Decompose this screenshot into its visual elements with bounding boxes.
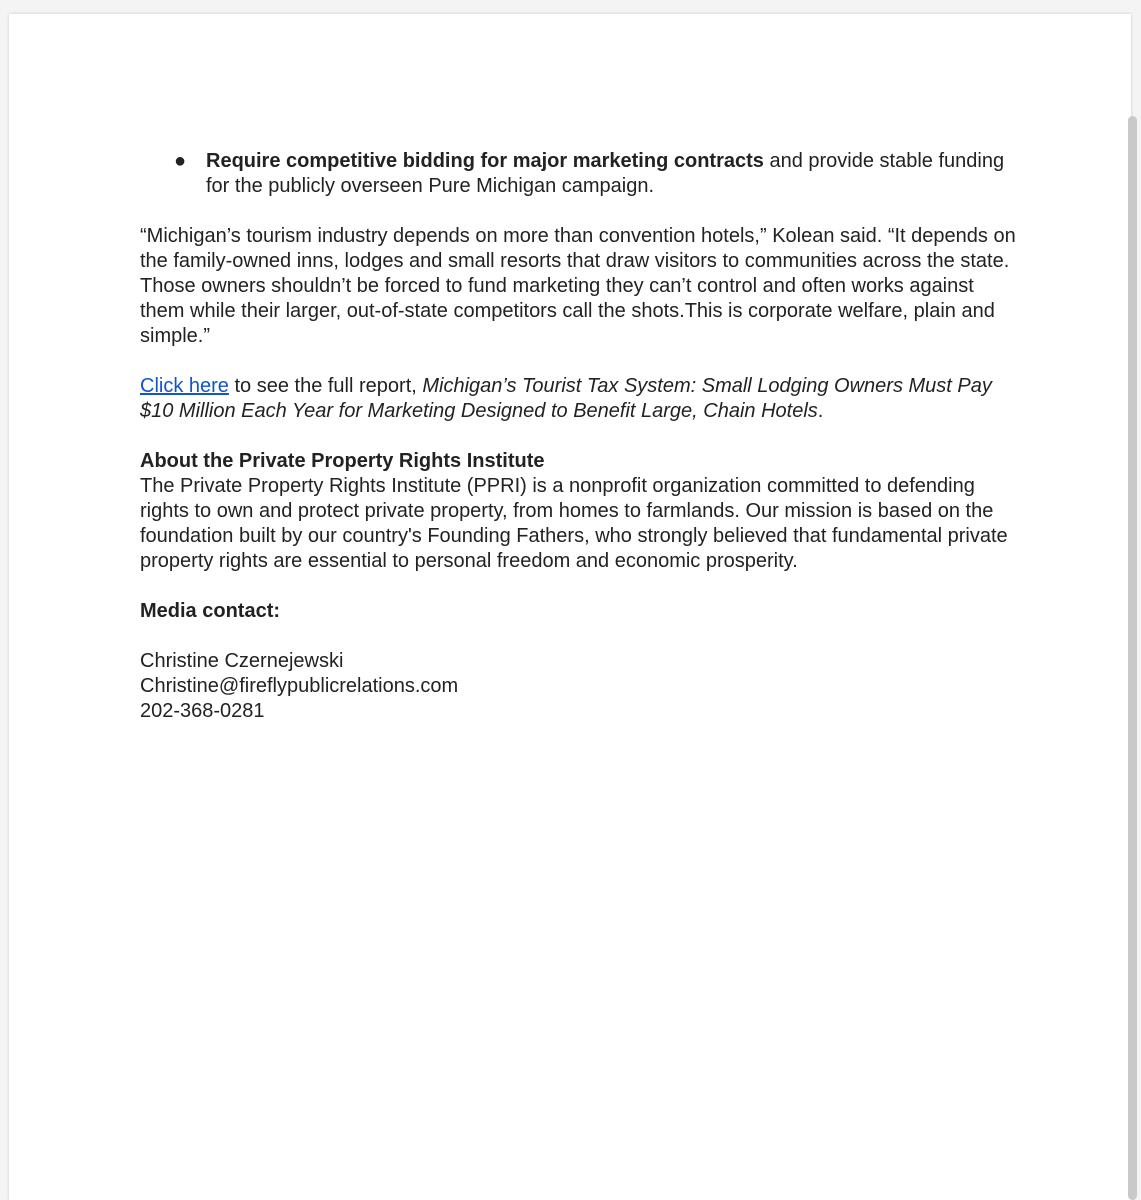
report-link[interactable]: Click here <box>140 375 229 397</box>
about-body: The Private Property Rights Institute (PPRI) is a nonprofit organization committed to defending rights to own and protect private property, from homes to farmlands. Our mission is based on the foundation built by our country's Founding Fathers, who strongly believed that fundamental private property rights are essential to personal freedom and economic prosperity. <box>140 475 1008 572</box>
vertical-scrollbar[interactable] <box>1125 0 1141 1200</box>
report-paragraph <box>140 374 1020 424</box>
about-heading: About the Private Property Rights Institute <box>140 450 545 472</box>
contact-name: Christine Czernejewski <box>140 650 344 672</box>
report-middle-text: to see the full report, <box>228 375 423 397</box>
paragraph-gap <box>140 624 1020 649</box>
report-end: . <box>817 400 824 422</box>
contact-email: Christine@fireflypublicrelations.com <box>140 675 459 697</box>
bullet-item <box>140 149 1020 199</box>
bullet-bold-text: Require competitive bidding for major marketing contracts <box>206 150 764 172</box>
paragraph-gap <box>140 574 1020 599</box>
paragraph-gap <box>140 349 1020 374</box>
bullet-marker: ● <box>173 150 187 172</box>
paragraph-gap <box>140 424 1020 449</box>
report-title: Michigan’s Tourist Tax System: Small Lodging Owners Must Pay $10 Million Each Year for Marketing Designed to Benefit Large, Chain Hotels <box>140 375 992 422</box>
media-contact-heading: Media contact: <box>140 600 281 622</box>
bullet-list <box>140 149 1020 199</box>
bullet-rest-text: and provide stable funding for the publicly overseen Pure Michigan campaign. <box>206 150 1005 197</box>
quote-paragraph: “Michigan’s tourism industry depends on more than convention hotels,” Kolean said. “It depends on the family-owned inns, lodges and small resorts that draw visitors to communities across the state. Those owners shouldn’t be forced to fund marketing they can’t control and often works against them while their larger, out-of-state competitors call the shots.This is corporate welfare, plain and simple.” <box>140 225 1016 347</box>
document-page <box>9 14 1131 1200</box>
contact-phone: 202-368-0281 <box>140 700 265 722</box>
scrollbar-thumb[interactable] <box>1128 116 1137 1200</box>
document-content <box>140 149 1020 724</box>
paragraph-gap <box>140 199 1020 224</box>
